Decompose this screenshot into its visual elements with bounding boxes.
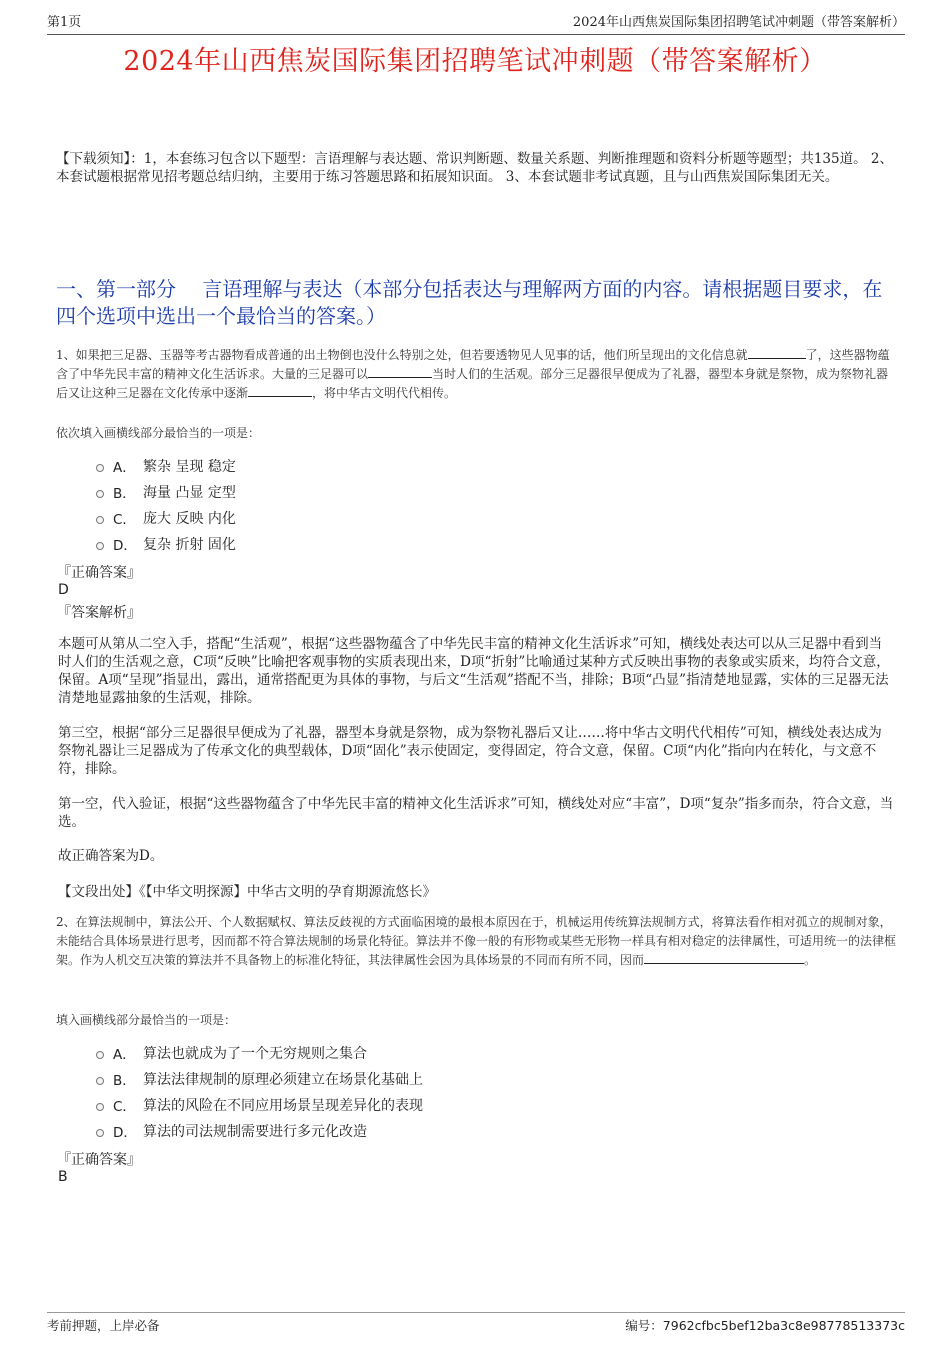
q2-option-d[interactable]	[96, 1118, 423, 1144]
option-letter: B．	[113, 1073, 136, 1089]
q1-source: 【文段出处】《【中华文明探源】中华古文明的孕育期源流悠长》	[58, 884, 436, 900]
option-text: 海量 凸显 定型	[143, 485, 236, 501]
q1-answer-value: D	[58, 582, 69, 598]
option-letter: B．	[113, 486, 136, 502]
option-text: 复杂 折射 固化	[143, 537, 236, 553]
q1-blank-1	[748, 346, 806, 359]
option-text: 繁杂 呈现 稳定	[143, 459, 236, 475]
radio-icon[interactable]	[96, 1129, 104, 1137]
footer-code-label: 编号：	[625, 1318, 663, 1333]
option-text: 算法的司法规制需要进行多元化改造	[143, 1124, 367, 1140]
footer-code	[625, 1316, 905, 1334]
q1-analysis-paragraph: 本题可从第从二空入手，搭配“生活观”，根据“这些器物蕴含了中华先民丰富的精神文化生活诉求”可知，横线处表达可以从三足器中看到当时人们的生活观之意，C项“反映”比喻把客观事物的实质表现出来，D项“折射”比喻通过某种方式反映出事物的表象或实质来，均符合文意，保留。A项“呈现”指显出，露出，通常搭配更为具体的事物，与后文“生活观”搭配不当，排除；B项“凸显”指清楚地显露，实体的三足器无法清楚地显露抽象的生活观，排除。	[58, 636, 890, 706]
section-title: 一、第一部分 言语理解与表达（本部分包括表达与理解两方面的内容。请根据题目要求，在四个选项中选出一个最恰当的答案。）	[56, 277, 883, 328]
page-footer	[47, 1312, 905, 1333]
q1-analysis-conclusion: 故正确答案为D。	[58, 848, 164, 864]
question-2-text	[56, 913, 898, 970]
q1-blank-3	[248, 384, 312, 397]
q1-analysis-label: 『答案解析』	[57, 605, 141, 621]
q2-answer-label: 『正确答案』	[57, 1152, 141, 1168]
option-letter: A．	[113, 460, 136, 476]
question-1-options	[96, 453, 236, 557]
q1-blank-2	[368, 365, 432, 378]
q2-text-part: 。	[804, 953, 817, 967]
q2-answer-value: B	[58, 1169, 68, 1185]
q2-option-c[interactable]	[96, 1092, 423, 1118]
q2-option-b[interactable]	[96, 1066, 423, 1092]
document-title: 2024年山西焦炭国际集团招聘笔试冲刺题（带答案解析）	[123, 46, 827, 77]
q1-text-part: 了，这些器物蕴含了中华先民丰富的精神文化生活诉求。大量的三足器可以	[56, 348, 890, 381]
download-notice: 【下载须知】：1，本套练习包含以下题型：言语理解与表达题、常识判断题、数量关系题、判断推理题和资料分析题等题型；共135道。 2、本套试题根据常见招考题总结归纳，主要用于练习答题思路和拓展知识面。 3、本套试题非考试真题，且与山西焦炭国际集团无关。	[56, 151, 893, 185]
footer-slogan: 考前押题，上岸必备	[47, 1318, 160, 1333]
page-number: 第1页	[47, 15, 82, 30]
option-letter: A．	[113, 1047, 136, 1063]
radio-icon[interactable]	[96, 490, 104, 498]
radio-icon[interactable]	[96, 542, 104, 550]
q1-text-part: 1、如果把三足器、玉器等考古器物看成普通的出土物倒也没什么特别之处，但若要透物见人见事的话，他们所呈现出的文化信息就	[56, 348, 748, 362]
question-2-prompt: 填入画横线部分最恰当的一项是：	[56, 1013, 237, 1027]
radio-icon[interactable]	[96, 1077, 104, 1085]
radio-icon[interactable]	[96, 464, 104, 472]
q2-blank	[644, 951, 804, 964]
option-text: 算法也就成为了一个无穷规则之集合	[143, 1046, 367, 1062]
q1-text-part: ，将中华古文明代代相传。	[312, 386, 457, 400]
q2-option-a[interactable]	[96, 1040, 423, 1066]
page-header	[47, 14, 905, 35]
question-2-options	[96, 1040, 423, 1144]
option-letter: C．	[113, 512, 136, 528]
q1-answer-label: 『正确答案』	[57, 565, 141, 581]
footer-code-value: 7962cfbc5bef12ba3c8e98778513373c	[662, 1318, 905, 1333]
running-title: 2024年山西焦炭国际集团招聘笔试冲刺题（带答案解析）	[572, 15, 905, 30]
question-1-text	[56, 346, 898, 403]
q1-option-d[interactable]	[96, 531, 236, 557]
option-letter: D．	[113, 1125, 137, 1141]
q2-text-part: 2、在算法规制中，算法公开、个人数据赋权、算法反歧视的方式面临困境的最根本原因在于，机械运用传统算法规制方式，将算法看作相对孤立的规制对象，未能结合具体场景进行思考，因而都不符合算法规制的场景化特征。算法并不像一般的有形物或某些无形物一样具有相对稳定的法律属性，可适用统一的法律框架。作为人机交互决策的算法并不具备物上的标准化特征，其法律属性会因为具体场景的不同而有所不同，因而	[56, 915, 897, 967]
q1-option-c[interactable]	[96, 505, 236, 531]
q1-text-part: 当时人们的生活观。部分三足器很早便成为了礼器，器型本身就是祭物，成为祭物礼器后又让这种三足器在文化传承中逐渐	[56, 367, 889, 400]
option-text: 算法的风险在不同应用场景呈现差异化的表现	[143, 1098, 423, 1114]
q1-option-b[interactable]	[96, 479, 236, 505]
option-letter: D．	[113, 538, 137, 554]
radio-icon[interactable]	[96, 516, 104, 524]
radio-icon[interactable]	[96, 1051, 104, 1059]
q1-analysis-paragraph: 第三空，根据“部分三足器很早便成为了礼器，器型本身就是祭物，成为祭物礼器后又让……将中华古文明代代相传”可知，横线处表达成为祭物礼器让三足器成为了传承文化的典型载体，D项“固化”表示使固定，变得固定，符合文意，保留。C项“内化”指向内在转化，与文意不符，排除。	[58, 725, 882, 777]
q1-analysis-paragraph: 第一空，代入验证，根据“这些器物蕴含了中华先民丰富的精神文化生活诉求”可知，横线处对应“丰富”，D项“复杂”指多而杂，符合文意，当选。	[58, 796, 894, 830]
q1-option-a[interactable]	[96, 453, 236, 479]
option-text: 算法法律规制的原理必须建立在场景化基础上	[143, 1072, 423, 1088]
question-1-prompt: 依次填入画横线部分最恰当的一项是：	[56, 426, 261, 440]
option-text: 庞大 反映 内化	[143, 511, 236, 527]
option-letter: C．	[113, 1099, 136, 1115]
radio-icon[interactable]	[96, 1103, 104, 1111]
